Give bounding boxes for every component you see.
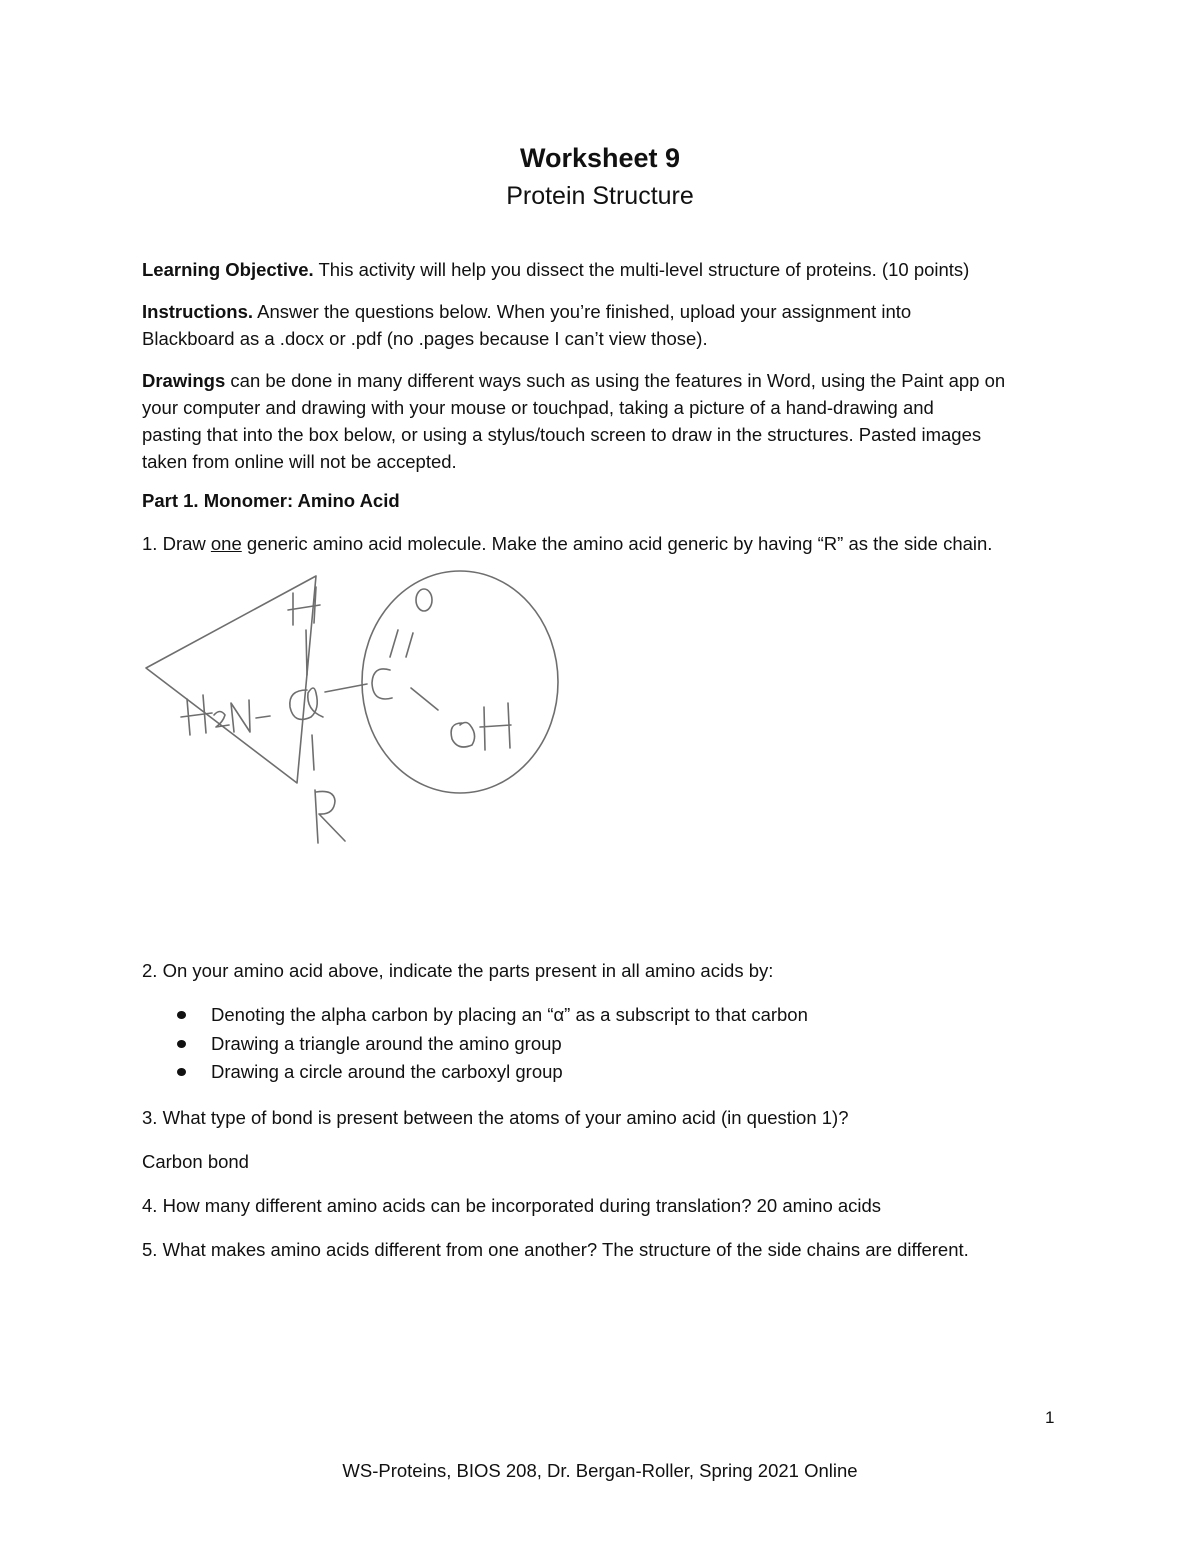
r-glyph (315, 790, 345, 843)
instructions (142, 298, 1062, 352)
part1-heading-text: Part 1. Monomer: Amino Acid (142, 490, 400, 511)
c-to-oh-bond (411, 688, 438, 710)
alpha-carbon-glyph (290, 688, 323, 719)
page-footer: WS-Proteins, BIOS 208, Dr. Bergan-Roller, Spring 2021 Online (342, 1460, 858, 1481)
bullet-icon (177, 1040, 186, 1048)
c-glyph (372, 669, 392, 699)
question-1-pre: Draw (162, 533, 206, 554)
instructions-text-line2: Blackboard as a .docx or .pdf (no .pages because I can’t view those). (142, 328, 708, 349)
bullet-text: Denoting the alpha carbon by placing an “α” as a subscript to that carbon (211, 1004, 808, 1025)
question-3-answer-text: Carbon bond (142, 1151, 249, 1172)
question-1-number: 1. (142, 533, 158, 554)
question-3-answer (142, 1148, 1062, 1175)
double-bond (390, 630, 413, 657)
drawings-paragraph (142, 367, 1062, 475)
learning-objective (142, 256, 1062, 283)
question-4 (142, 1192, 1062, 1219)
question-1 (142, 530, 1062, 557)
list-item (175, 1001, 808, 1030)
question-5-number: 5. (142, 1239, 158, 1260)
question-4-number: 4. (142, 1195, 158, 1216)
bullet-text: Drawing a triangle around the amino group (211, 1032, 562, 1054)
list-item (175, 1030, 808, 1059)
question-1-post: generic amino acid molecule. Make the amino acid generic by having “R” as the side chain. (246, 533, 993, 554)
learning-objective-label: Learning Objective. (142, 259, 314, 280)
page-title: Worksheet 9 (519, 143, 681, 173)
question-2-number: 2. (142, 960, 158, 981)
question-4-text: How many different amino acids can be incorporated during translation? 20 amino acids (162, 1195, 882, 1216)
drawings-text-line4: taken from online will not be accepted. (142, 451, 457, 472)
list-item (175, 1058, 808, 1087)
bullet-icon (177, 1068, 186, 1076)
question-2-bullet-list (175, 1001, 808, 1087)
alpha-to-c-bond (325, 684, 367, 692)
question-5-text: What makes amino acids different from one another? The structure of the side chains are different. (162, 1239, 969, 1260)
carboxyl-group-circle (362, 571, 558, 793)
bullet-icon (177, 1011, 186, 1019)
drawings-label: Drawings (142, 370, 226, 391)
question-1-underlined: one (210, 533, 242, 554)
instructions-text-line1: Answer the questions below. When you’re finished, upload your assignment into (257, 301, 912, 322)
question-3 (142, 1104, 1062, 1131)
page-subtitle: Protein Structure (506, 182, 694, 210)
top-h-glyph (288, 587, 320, 625)
bottom-bond (312, 735, 314, 770)
drawings-text-line2: your computer and drawing with your mouse or touchpad, taking a picture of a hand-drawing and (142, 397, 934, 418)
drawings-text-line3: pasting that into the box below, or using a stylus/touch screen to draw in the structures. Pasted images (142, 424, 982, 445)
question-2-text: On your amino acid above, indicate the parts present in all amino acids by: (162, 960, 774, 981)
question-2 (142, 957, 1062, 984)
top-bond (306, 630, 307, 675)
o-glyph (416, 589, 432, 611)
amino-acid-drawing (130, 565, 580, 855)
bullet-text: Drawing a circle around the carboxyl group (211, 1061, 563, 1082)
drawings-text-line1: can be done in many different ways such as using the features in Word, using the Paint app on (230, 370, 1006, 391)
learning-objective-text: This activity will help you dissect the multi-level structure of proteins. (10 points) (318, 259, 970, 280)
question-3-number: 3. (142, 1107, 158, 1128)
amino-group-triangle (146, 576, 316, 783)
oh-glyph (451, 703, 511, 750)
instructions-label: Instructions. (142, 301, 254, 322)
page-number: 1 (1045, 1408, 1055, 1427)
question-5 (142, 1236, 1062, 1263)
part1-heading (142, 487, 1062, 514)
question-3-text: What type of bond is present between the atoms of your amino acid (in question 1)? (162, 1107, 849, 1128)
